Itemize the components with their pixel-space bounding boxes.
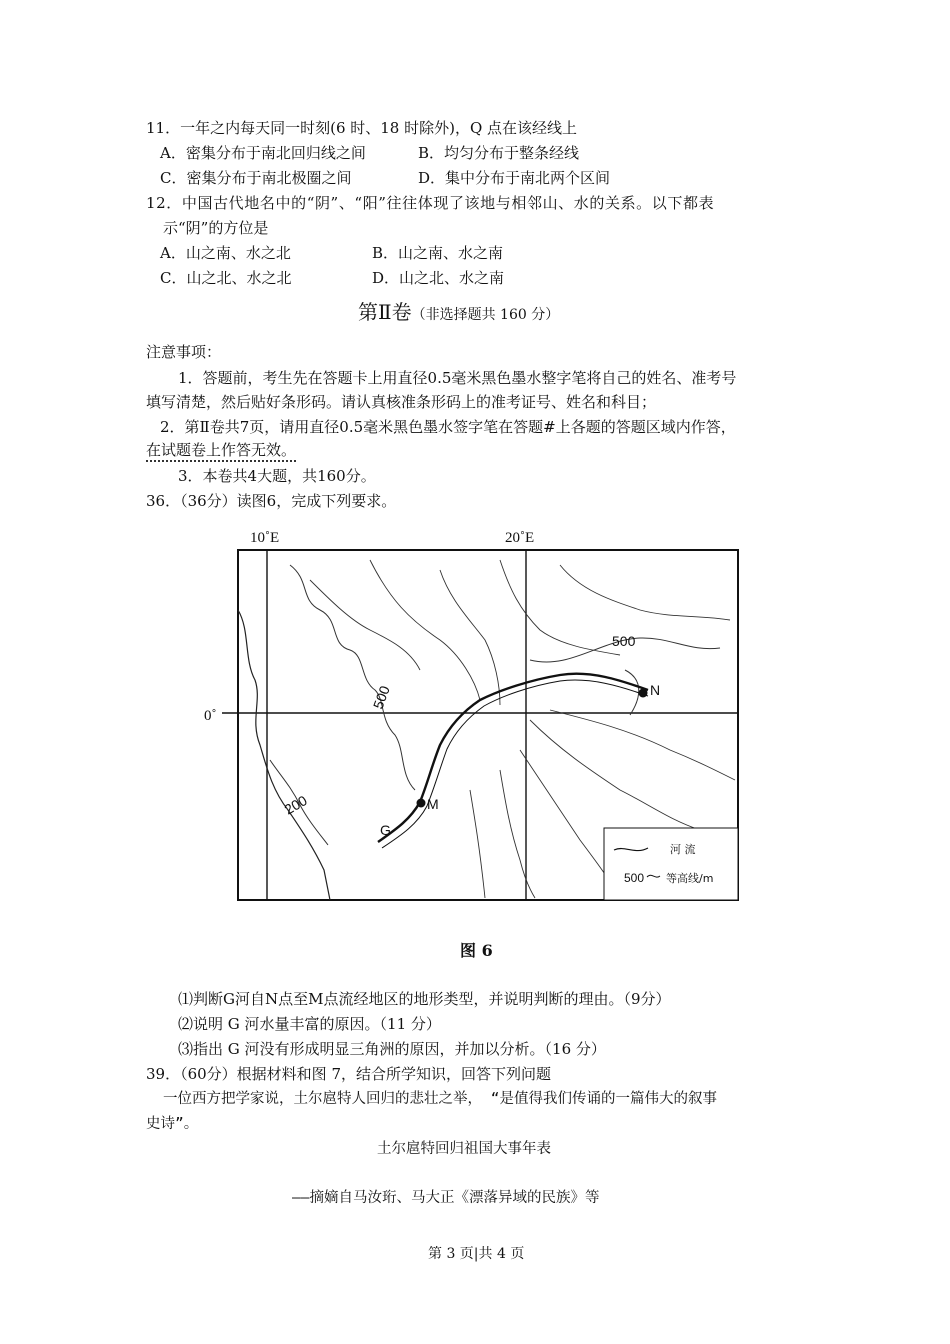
q12-option-b: B．山之南、水之南 [372, 244, 504, 262]
q12-stem-line2: 示“阴”的方位是 [163, 219, 269, 237]
q36-sub-3: ⑶指出 G 河没有形成明显三角洲的原因，并加以分析。（16 分） [178, 1040, 606, 1058]
legend-contour-value: 500 [624, 871, 645, 885]
label-contour-500-east: 500 [612, 633, 636, 649]
q12-stem-line1: 12．中国古代地名中的“阴”、“阳”往往体现了该地与相邻山、水的关系。以下都表 [146, 194, 715, 212]
label-equator: 0˚ [204, 708, 217, 724]
q11-option-a: A．密集分布于南北回归线之间 [160, 144, 366, 162]
q11-option-c: C．密集分布于南北极圈之间 [160, 169, 352, 187]
legend-contour-label: 等高线/m [666, 872, 714, 885]
note-2-line1: 2．第Ⅱ卷共7页，请用直径0.5毫米黑色墨水签字笔在答题#上各题的答题区域内作答， [160, 418, 736, 436]
q39-table-title: 土尔扈特回归祖国大事年表 [377, 1141, 551, 1157]
note-1-line2: 填写清楚，然后贴好条形码。请认真核准条形码上的准考证号、姓名和科目； [146, 393, 657, 411]
q36-stem: 36．（36分）读图6，完成下列要求。 [146, 492, 397, 510]
q11-option-b: B．均匀分布于整条经线 [418, 144, 580, 162]
legend-river-label: 河 流 [670, 843, 696, 856]
label-contour-200: 200 [281, 792, 310, 818]
q36-sub-1: ⑴判断G河自N点至M点流经地区的地形类型，并说明判断的理由。（9分） [178, 990, 671, 1008]
figure-caption: 图 6 [460, 941, 493, 960]
q12-option-d: D．山之北、水之南 [372, 269, 505, 287]
point-n-marker [639, 689, 648, 698]
note-2-line2: 在试题卷上作答无效。 [146, 440, 296, 462]
q11-option-d: D．集中分布于南北两个区间 [418, 169, 611, 187]
q12-option-c: C．山之北、水之北 [160, 269, 292, 287]
q39-source: ——摘嫡自马汝珩、马大正《漂落异域的民族》等 [292, 1190, 600, 1206]
point-m-marker [417, 799, 426, 808]
label-point-n: N [650, 682, 661, 698]
page-footer: 第 3 页|共 4 页 [428, 1246, 525, 1262]
note-1-line1: 1．答题前，考生先在答题卡上用直径0.5毫米黑色墨水整字笔将自己的姓名、准考号 [178, 369, 737, 387]
q39-stem: 39．（60分）根据材料和图 7，结合所学知识，回答下列问题 [146, 1065, 551, 1083]
section-title-main: 第Ⅱ卷 [358, 300, 412, 324]
q12-option-a: A．山之南、水之北 [160, 244, 291, 262]
label-20e: 20˚E [505, 530, 535, 546]
section-title [358, 302, 559, 325]
notes-heading: 注意事项： [146, 343, 222, 361]
label-river-g: G [380, 822, 391, 838]
map-legend [604, 828, 738, 900]
figure-6-map [200, 520, 745, 932]
section-title-sub: （非选择题共 160 分） [411, 307, 560, 323]
note-3: 3．本卷共4大题，共160分。 [178, 467, 376, 485]
q39-quote-line1: 一位西方把学家说，土尔扈特人回归的悲壮之举， “是值得我们传诵的一篇伟大的叙事 [163, 1091, 717, 1107]
label-10e: 10˚E [250, 530, 280, 546]
q11-stem: 11．一年之内每天同一时刻(6 时、18 时除外)，Q 点在该经线上 [146, 119, 578, 137]
q39-quote-line2: 史诗”。 [146, 1116, 199, 1132]
label-contour-500-west: 500 [369, 683, 393, 712]
label-point-m: M [427, 796, 439, 812]
q36-sub-2: ⑵说明 G 河水量丰富的原因。（11 分） [178, 1015, 441, 1033]
